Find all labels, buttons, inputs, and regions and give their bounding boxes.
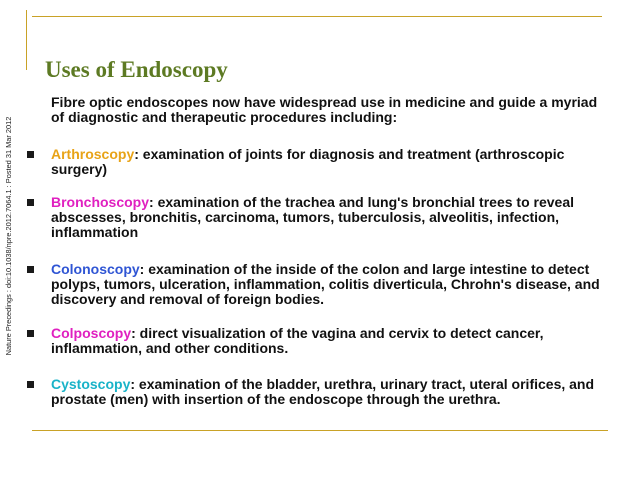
bullet-text (51, 195, 611, 240)
left-accent-divider (26, 10, 27, 70)
bullet-description: : examination of the trachea and lung's bronchial trees to reveal abscesses, bronchitis, carcinoma, tumors, tuberculosis, alveolitis, infection, inflammation (51, 194, 575, 240)
square-bullet-icon (27, 151, 34, 158)
square-bullet-icon (27, 266, 34, 273)
bullet-description: : examination of joints for diagnosis and treatment (arthroscopic surgery) (51, 146, 565, 177)
bullet-text (51, 377, 611, 407)
side-note: Nature Precedings : doi:10.1038/npre.2012.7064.1 : Posted 31 Mar 2012 (4, 116, 13, 356)
bullet-text (51, 262, 611, 307)
bullet-text (51, 326, 611, 356)
slide-title: Uses of Endoscopy (45, 57, 228, 82)
bullet-text (51, 147, 611, 177)
top-divider (32, 16, 602, 17)
side-note-container (2, 106, 16, 366)
bullet-term: Arthroscopy (51, 146, 135, 162)
intro-paragraph: Fibre optic endoscopes now have widespread use in medicine and guide a myriad of diagnostic and therapeutic procedures including: (51, 94, 598, 125)
square-bullet-icon (27, 199, 34, 206)
bullet-term: Bronchoscopy (51, 194, 150, 210)
bullet-description: : direct visualization of the vagina and cervix to detect cancer, inflammation, and other conditions. (51, 325, 544, 356)
bullet-term: Cystoscopy (51, 376, 131, 392)
bullet-description: : examination of the inside of the colon and large intestine to detect polyps, tumors, ulceration, inflammation, colitis diverticula, Chrohn's disease, and discovery and removal of foreign bodies. (51, 261, 600, 307)
square-bullet-icon (27, 381, 34, 388)
square-bullet-icon (27, 330, 34, 337)
bullet-term: Colposcopy (51, 325, 132, 341)
bullet-description: : examination of the bladder, urethra, urinary tract, uteral orifices, and prostate (men) with insertion of the endoscope through the urethra. (51, 376, 595, 407)
bullet-term: Colonoscopy (51, 261, 140, 277)
bottom-divider (32, 430, 608, 431)
